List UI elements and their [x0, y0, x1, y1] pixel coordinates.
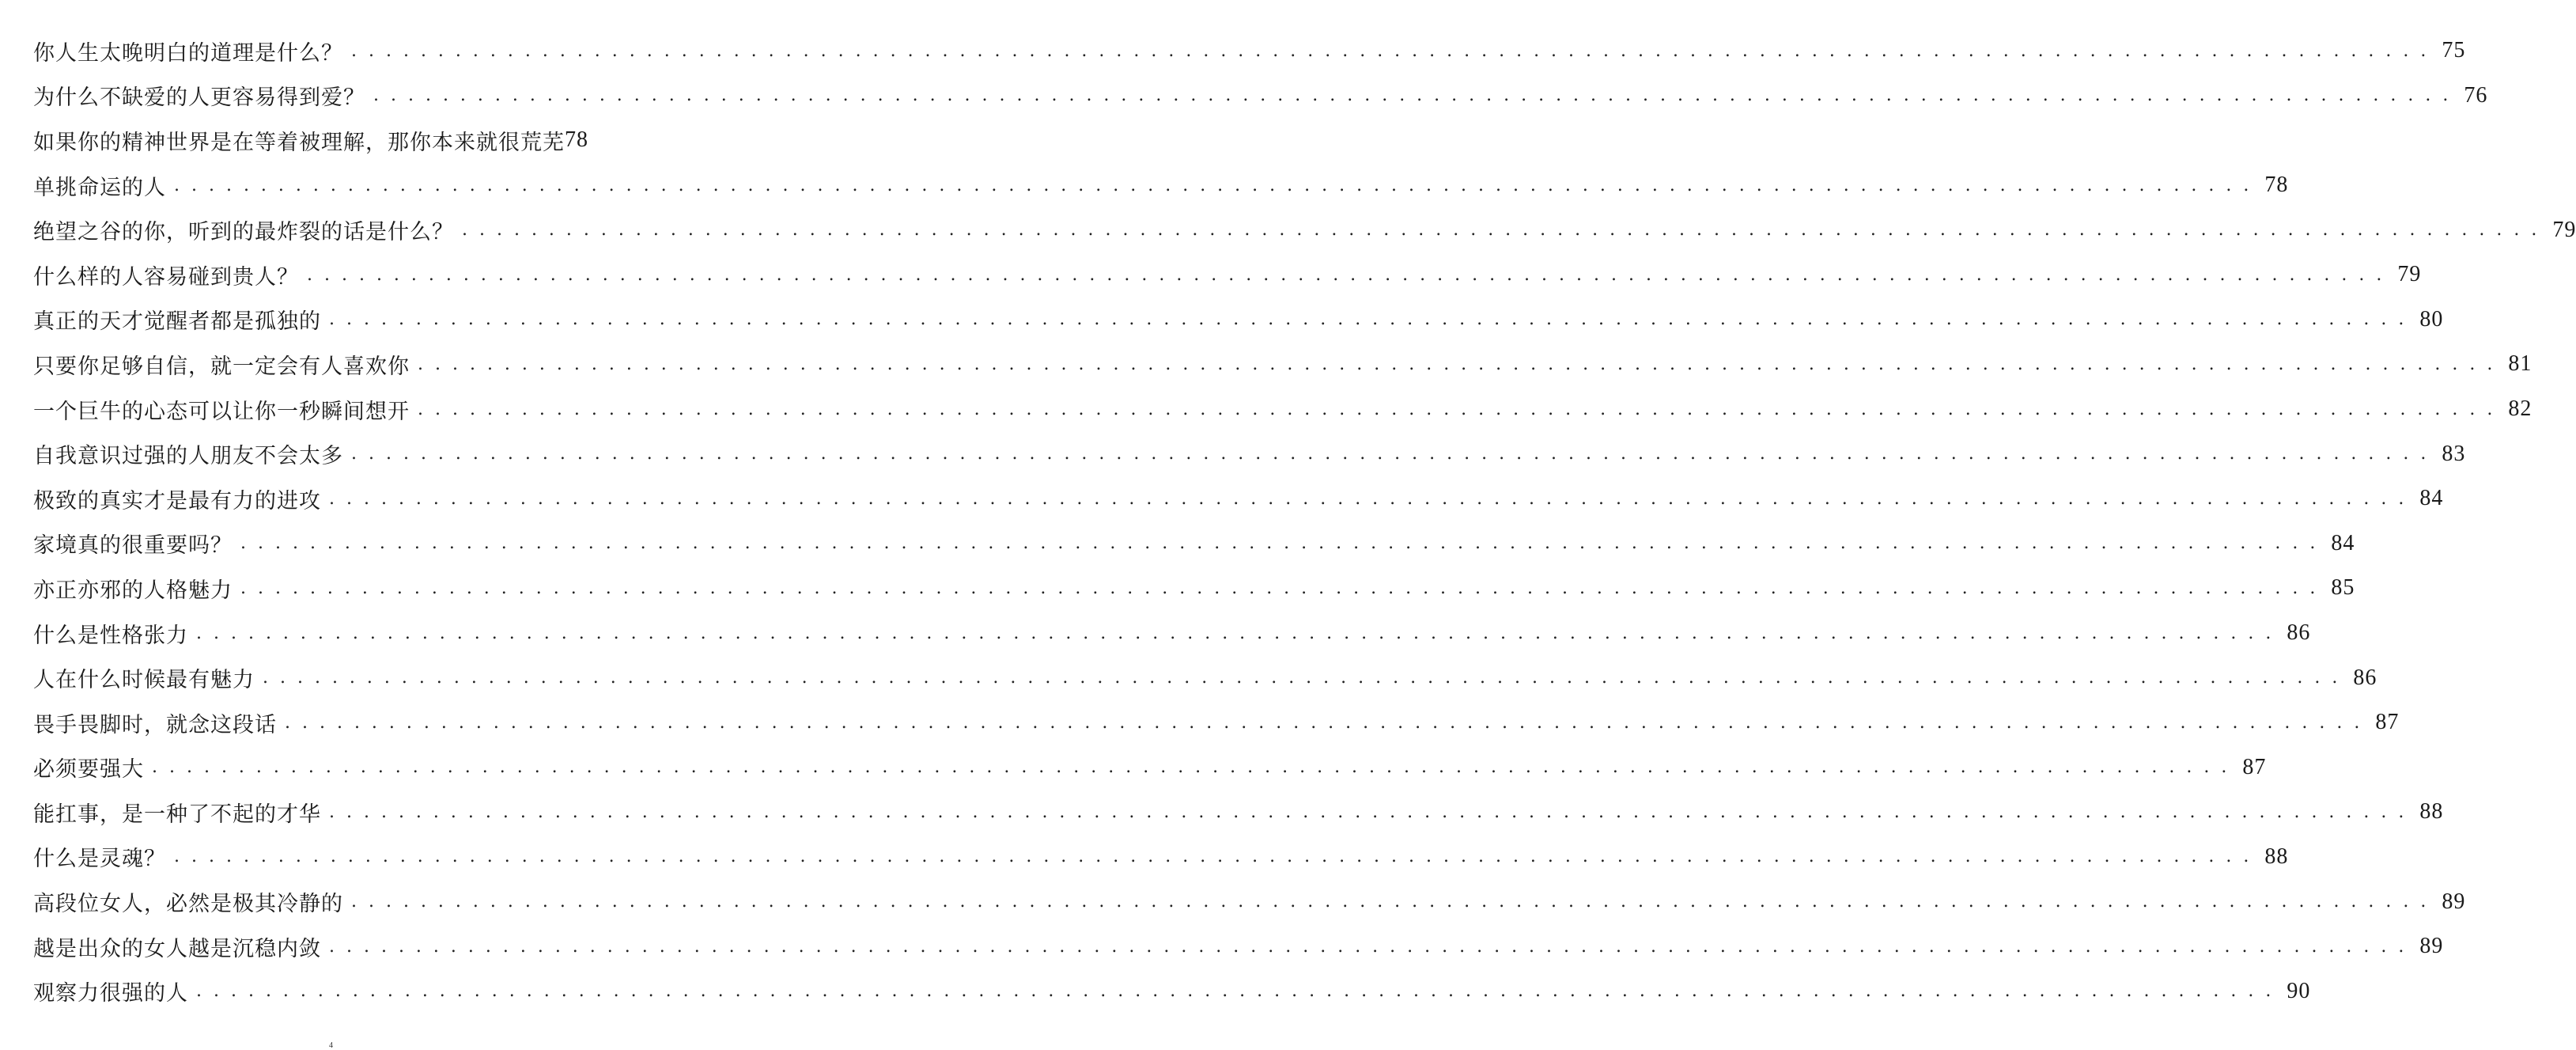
toc-entry — [33, 387, 2532, 432]
toc-entry — [33, 700, 2400, 745]
toc-entry-title: 什么样的人容易碰到贵人？ — [33, 264, 299, 290]
dot-leader: . . . . . . . . . . . . . . . . . . . . . . . . . . . . . . . . . . . . . . . . . . . . . . . . . . . . . . . . . . . . . . . . . . . . . . . . . . . . . . . . . . . . . . . . . . . . . . . . . . . . . . . . . . . . . . . . . . . . . . . . — [174, 847, 2253, 867]
page-number: 4 — [329, 1041, 333, 1050]
toc-entry — [33, 835, 2289, 880]
toc-entry-title: 真正的天才觉醒者都是孤独的 — [33, 309, 321, 335]
toc-entry-title: 观察力很强的人 — [33, 981, 188, 1006]
toc-entry-title: 只要你足够自信，就一定会有人喜欢你 — [33, 354, 410, 379]
toc-entry-title: 绝望之谷的你，听到的最炸裂的话是什么？ — [33, 220, 454, 245]
toc-entry-title: 家境真的很重要吗？ — [33, 533, 233, 559]
dot-leader: . . . . . . . . . . . . . . . . . . . . . . . . . . . . . . . . . . . . . . . . . . . . . . . . . . . . . . . . . . . . . . . . . . . . . . . . . . . . . . . . . . . . . . . . . . . . . . . . . . . . . . . . . . . . . . . . . . . . . . . . — [285, 712, 2363, 733]
toc-entry-page: 87 — [2242, 754, 2267, 779]
toc-entry — [33, 924, 2444, 969]
dot-leader: . . . . . . . . . . . . . . . . . . . . . . . . . . . . . . . . . . . . . . . . . . . . . . . . . . . . . . . . . . . . . . . . . . . . . . . . . . . . . . . . . . . . . . . . . . . . . . . . . . . . . . . . . . . . . . . . . . . . . . . . — [174, 175, 2253, 195]
toc-entry-page: 83 — [2442, 441, 2466, 466]
toc-entry — [33, 252, 2422, 298]
toc-entry-page: 86 — [2287, 620, 2311, 646]
toc-entry — [33, 655, 2377, 700]
toc-entry-title: 什么是性格张力 — [33, 623, 188, 648]
toc-entry — [33, 118, 634, 163]
toc-entry-page: 88 — [2419, 799, 2444, 824]
toc-entry-page: 86 — [2353, 665, 2377, 690]
toc-entry-title: 什么是灵魂？ — [33, 847, 166, 872]
toc-entry — [33, 163, 2289, 208]
toc-entry-page: 84 — [2331, 530, 2355, 555]
toc-entry — [33, 879, 2466, 924]
toc-entry-page: 78 — [565, 127, 588, 153]
toc-entry-page: 85 — [2331, 575, 2355, 601]
toc-entry — [33, 521, 2355, 567]
dot-leader: . . . . . . . . . . . . . . . . . . . . . . . . . . . . . . . . . . . . . . . . . . . . . . . . . . . . . . . . . . . . . . . . . . . . . . . . . . . . . . . . . . . . . . . . . . . . . . . . . . . . . . . . . . . . . . . . . . . . . . . . — [329, 309, 2408, 330]
toc-entry-page: 82 — [2508, 396, 2532, 422]
toc-entry — [33, 566, 2355, 611]
toc-entry — [33, 790, 2444, 835]
dot-leader: . . . . . . . . . . . . . . . . . . . . . . . . . . . . . . . . . . . . . . . . . . . . . . . . . . . . . . . . . . . . . . . . . . . . . . . . . . . . . . . . . . . . . . . . . . . . . . . . . . . . . . . . . . . . . . . . . . . . . . . . — [240, 578, 2319, 598]
toc-entry-title: 一个巨牛的心态可以让你一秒瞬间想开 — [33, 399, 410, 424]
toc-entry — [33, 298, 2444, 343]
toc-entry — [33, 74, 2488, 119]
toc-entry-title: 亦正亦邪的人格魅力 — [33, 578, 233, 603]
toc-entry-page: 80 — [2419, 306, 2444, 332]
toc-entry-title: 极致的真实才是最有力的进攻 — [33, 488, 321, 514]
toc-entry-page: 75 — [2442, 38, 2466, 63]
toc-entry-title: 高段位女人，必然是极其冷静的 — [33, 892, 343, 917]
toc-entry-page: 78 — [2264, 172, 2289, 198]
dot-leader: . . . . . . . . . . . . . . . . . . . . . . . . . . . . . . . . . . . . . . . . . . . . . . . . . . . . . . . . . . . . . . . . . . . . . . . . . . . . . . . . . . . . . . . . . . . . . . . . . . . . . . . . . . . . . . . . . . . . . . . . — [263, 668, 2341, 688]
dot-leader: . . . . . . . . . . . . . . . . . . . . . . . . . . . . . . . . . . . . . . . . . . . . . . . . . . . . . . . . . . . . . . . . . . . . . . . . . . . . . . . . . . . . . . . . . . . . . . . . . . . . . . . . . . . . . . . . . . . . . . . . — [373, 85, 2452, 106]
toc-entry-page: 84 — [2419, 486, 2444, 511]
dot-leader: . . . . . . . . . . . . . . . . . . . . . . . . . . . . . . . . . . . . . . . . . . . . . . . . . . . . . . . . . . . . . . . . . . . . . . . . . . . . . . . . . . . . . . . . . . . . . . . . . . . . . . . . . . . . . . . . . . . . . . . . — [351, 444, 2430, 464]
dot-leader: . . . . . . . . . . . . . . . . . . . . . . . . . . . . . . . . . . . . . . . . . . . . . . . . . . . . . . . . . . . . . . . . . . . . . . . . . . . . . . . . . . . . . . . . . . . . . . . . . . . . . . . . . . . . . . . . . . . . . . . . — [418, 399, 2496, 419]
toc-entry — [33, 431, 2466, 476]
toc-entry-title: 单挑命运的人 — [33, 175, 166, 200]
toc-entry-page: 88 — [2264, 843, 2289, 869]
toc-entry-page: 79 — [2397, 262, 2422, 287]
dot-leader: . . . . . . . . . . . . . . . . . . . . . . . . . . . . . . . . . . . . . . . . . . . . . . . . . . . . . . . . . . . . . . . . . . . . . . . . . . . . . . . . . . . . . . . . . . . . . . . . . . . . . . . . . . . . . . . . . . . . . . . . — [329, 936, 2408, 957]
toc-entry — [33, 969, 2311, 1014]
toc-entry — [33, 611, 2311, 656]
toc-entry-title: 人在什么时候最有魅力 — [33, 668, 255, 693]
dot-leader: . . . . . . . . . . . . . . . . . . . . . . . . . . . . . . . . . . . . . . . . . . . . . . . . . . . . . . . . . . . . . . . . . . . . . . . . . . . . . . . . . . . . . . . . . . . . . . . . . . . . . . . . . . . . . . . . . . . . . . . . — [462, 220, 2540, 241]
toc-entry — [33, 745, 2267, 790]
dot-leader: . . . . . . . . . . . . . . . . . . . . . . . . . . . . . . . . . . . . . . . . . . . . . . . . . . . . . . . . . . . . . . . . . . . . . . . . . . . . . . . . . . . . . . . . . . . . . . . . . . . . . . . . . . . . . . . . . . . . . . . . — [240, 533, 2319, 554]
toc-entry-page: 76 — [2464, 82, 2488, 108]
table-of-contents — [33, 28, 2576, 1014]
toc-entry-title: 能扛事，是一种了不起的才华 — [33, 802, 321, 827]
toc-entry — [33, 342, 2532, 387]
toc-entry-page: 87 — [2375, 710, 2400, 735]
toc-entry-page: 90 — [2287, 978, 2311, 1003]
toc-entry-title: 自我意识过强的人朋友不会太多 — [33, 444, 343, 469]
dot-leader: . . . . . . . . . . . . . . . . . . . . . . . . . . . . . . . . . . . . . . . . . . . . . . . . . . . . . . . . . . . . . . . . . . . . . . . . . . . . . . . . . . . . . . . . . . . . . . . . . . . . . . . . . . . . . . . . . . . . . . . . — [418, 354, 2496, 374]
dot-leader: . . . . . . . . . . . . . . . . . . . . . . . . . . . . . . . . . . . . . . . . . . . . . . . . . . . . . . . . . . . . . . . . . . . . . . . . . . . . . . . . . . . . . . . . . . . . . . . . . . . . . . . . . . . . . . . . . . . . . . . . — [351, 892, 2430, 912]
dot-leader: . . . . . . . . . . . . . . . . . . . . . . . . . . . . . . . . . . . . . . . . . . . . . . . . . . . . . . . . . . . . . . . . . . . . . . . . . . . . . . . . . . . . . . . . . . . . . . . . . . . . . . . . . . . . . . . . . . . . . . . . — [307, 264, 2385, 285]
toc-entry-page: 81 — [2508, 351, 2532, 377]
dot-leader: . . . . . . . . . . . . . . . . . . . . . . . . . . . . . . . . . . . . . . . . . . . . . . . . . . . . . . . . . . . . . . . . . . . . . . . . . . . . . . . . . . . . . . . . . . . . . . . . . . . . . . . . . . . . . . . . . . . . . . . . — [329, 802, 2408, 822]
toc-entry-page: 79 — [2552, 217, 2576, 242]
toc-entry-page: 89 — [2419, 934, 2444, 959]
toc-entry-title: 如果你的精神世界是在等着被理解，那你本来就很荒芜 — [33, 130, 565, 155]
toc-entry-page: 89 — [2442, 889, 2466, 914]
toc-entry-title: 为什么不缺爱的人更容易得到爱？ — [33, 85, 365, 111]
toc-entry-title: 越是出众的女人越是沉稳内敛 — [33, 936, 321, 961]
toc-entry — [33, 28, 2466, 74]
toc-entry-title: 畏手畏脚时，就念这段话 — [33, 712, 277, 737]
dot-leader: . . . . . . . . . . . . . . . . . . . . . . . . . . . . . . . . . . . . . . . . . . . . . . . . . . . . . . . . . . . . . . . . . . . . . . . . . . . . . . . . . . . . . . . . . . . . . . . . . . . . . . . . . . . . . . . . . . . . . . . . — [152, 757, 2230, 778]
dot-leader: . . . . . . . . . . . . . . . . . . . . . . . . . . . . . . . . . . . . . . . . . . . . . . . . . . . . . . . . . . . . . . . . . . . . . . . . . . . . . . . . . . . . . . . . . . . . . . . . . . . . . . . . . . . . . . . . . . . . . . . . — [351, 40, 2430, 61]
dot-leader: . . . . . . . . . . . . . . . . . . . . . . . . . . . . . . . . . . . . . . . . . . . . . . . . . . . . . . . . . . . . . . . . . . . . . . . . . . . . . . . . . . . . . . . . . . . . . . . . . . . . . . . . . . . . . . . . . . . . . . . . — [196, 623, 2275, 643]
dot-leader: . . . . . . . . . . . . . . . . . . . . . . . . . . . . . . . . . . . . . . . . . . . . . . . . . . . . . . . . . . . . . . . . . . . . . . . . . . . . . . . . . . . . . . . . . . . . . . . . . . . . . . . . . . . . . . . . . . . . . . . . — [329, 488, 2408, 509]
toc-entry — [33, 476, 2444, 521]
toc-entry-title: 必须要强大 — [33, 757, 144, 783]
toc-entry — [33, 207, 2576, 252]
dot-leader: . . . . . . . . . . . . . . . . . . . . . . . . . . . . . . . . . . . . . . . . . . . . . . . . . . . . . . . . . . . . . . . . . . . . . . . . . . . . . . . . . . . . . . . . . . . . . . . . . . . . . . . . . . . . . . . . . . . . . . . . — [196, 981, 2275, 1002]
toc-entry-title: 你人生太晚明白的道理是什么？ — [33, 40, 343, 66]
